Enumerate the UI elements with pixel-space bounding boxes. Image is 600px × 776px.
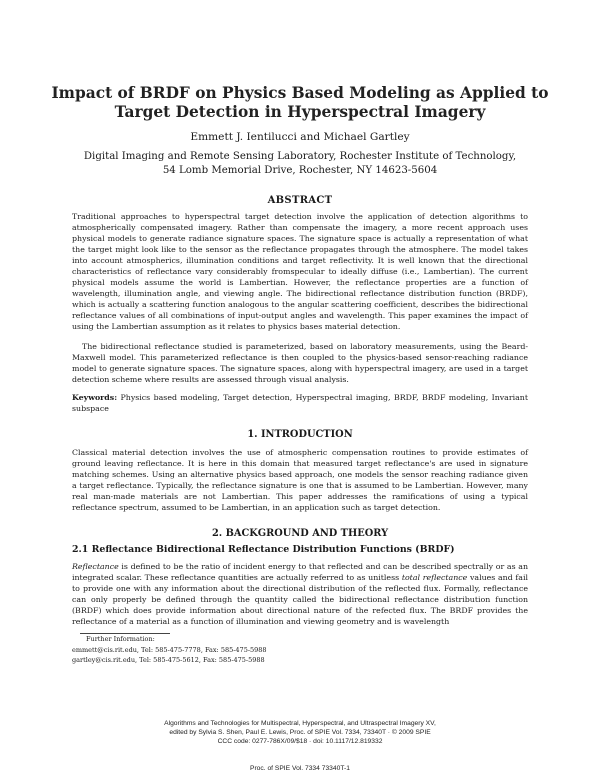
page-footer: Proc. of SPIE Vol. 7334 73340T-1 [249,765,350,772]
keywords-label: Keywords: [72,393,118,402]
keywords [72,392,528,414]
abstract-paragraph-2: The bidirectional reflectance studied is parameterized, based on laboratory measurements, using the Beard-Maxwell model. This parameterized reflectance is then coupled to the physics-based sensor-reaching radiance model to generate signature spaces. The signature spaces, along with hyperspectral imagery, are used in a target detection scheme where results are assessed through visual analysis. [72,342,528,385]
footer-line-1: Algorithms and Technologies for Multispectral, Hyperspectral, and Ultraspectral Imagery XV, [164,720,436,727]
affiliation [0,150,600,178]
title-line-1: Impact of BRDF on Physics Based Modeling as Applied to [51,84,549,102]
background-paragraph [72,561,528,627]
term-reflectance: Reflectance [72,562,119,571]
term-total-reflectance: total reflectance [401,573,468,583]
introduction-paragraph: Classical material detection involves the use of atmospheric compensation routines to provide estimates of ground leaving reflectance. It is here in this domain that measured target reflectance's are used in signature matching schemes. Using an alternative physics based approach, one models the sensor reaching radiance given a target reflectance. Typically, the reflectance signature is one that is assumed to be Lambertian. However, many real man-made materials are not Lambertian. This paper addresses the ramifications of using a typical reflectance spectrum, assumed to be Lambertian, in an application such as target detection. [72,448,528,513]
footnote-contact-2: gartley@cis.rit.edu, Tel: 585-475-5612, Fax: 585-475-5988 [72,656,265,664]
footnote [72,634,267,666]
background-text-2: values and fail to provide one with any information about the directional distribution of the reflected flux. Formally, reflectance can only properly be defined through the quantity called the bidirectional reflectance distribution function (BRDF) which does provide information about directional nature of the refected flux. The BRDF provides the reflectance of a material as a function of illumination and viewing geometry and is wavelength [72,573,528,627]
title-line-2: Target Detection in Hyperspectral Imagery [114,103,486,121]
footnote-label: Further Information: [86,635,155,643]
abstract-heading: ABSTRACT [267,195,333,206]
footer-line-2: edited by Sylvia S. Shen, Paul E. Lewis, Proc. of SPIE Vol. 7334, 73340T · © 2009 SPIE [169,728,431,736]
abstract-paragraph-1: Traditional approaches to hyperspectral target detection involve the application of detection algorithms to atmospherically compensated imagery. Rather than compensate the imagery, a more recent approach uses physical models to generate radiance signature spaces. The signature space is actually a representation of what the target might look like to the sensor as the reflectance propagates through the atmosphere. The model takes into account atmospherics, illumination conditions and target reflectivity. It is well known that the directional characteristics of reflectance vary considerably fromspecular to ideally diffuse (i.e., Lambertian). The current physical models assume the world is Lambertian. However, the reflectance properties are a function of wavelength, illumination angle, and viewing angle. The bidirectional reflectance distribution function (BRDF), which is actually a scattering function analogous to the angular scattering coefficient, describes the bidirectional reflectance values of all combinations of input-output angles and wavelength. This paper examines the impact of using the Lambertian assumption as it relates to physics bases material detection. [72,212,528,332]
footer-line-3: CCC code: 0277-786X/09/$18 · doi: 10.1117/12.819332 [217,737,383,745]
subsection-heading: 2.1 Reflectance Bidirectional Reflectance Distribution Functions (BRDF) [72,544,455,555]
publication-footer [0,720,600,746]
footnote-contact-1: emmett@cis.rit.edu, Tel: 585-475-7778, Fax: 585-475-5988 [72,645,267,654]
affiliation-line-1: Digital Imaging and Remote Sensing Laboratory, Rochester Institute of Technology, [83,151,517,162]
section-heading-introduction: 1. INTRODUCTION [247,429,353,440]
paper-title [0,84,600,122]
affiliation-line-2: 54 Lomb Memorial Drive, Rochester, NY 14623-5604 [162,165,438,176]
keywords-text: Physics based modeling, Target detection, Hyperspectral imaging, BRDF, BRDF modeling, Invariant subspace [72,393,528,414]
section-heading-background: 2. BACKGROUND AND THEORY [211,528,389,539]
background-text-1: is defined to be the ratio of incident energy to that reflected and can be described spectrally or as an integrated scalar. These reflectance quantities are actually referred to as unitless [72,562,528,583]
authors: Emmett J. Ientilucci and Michael Gartley [190,131,410,143]
